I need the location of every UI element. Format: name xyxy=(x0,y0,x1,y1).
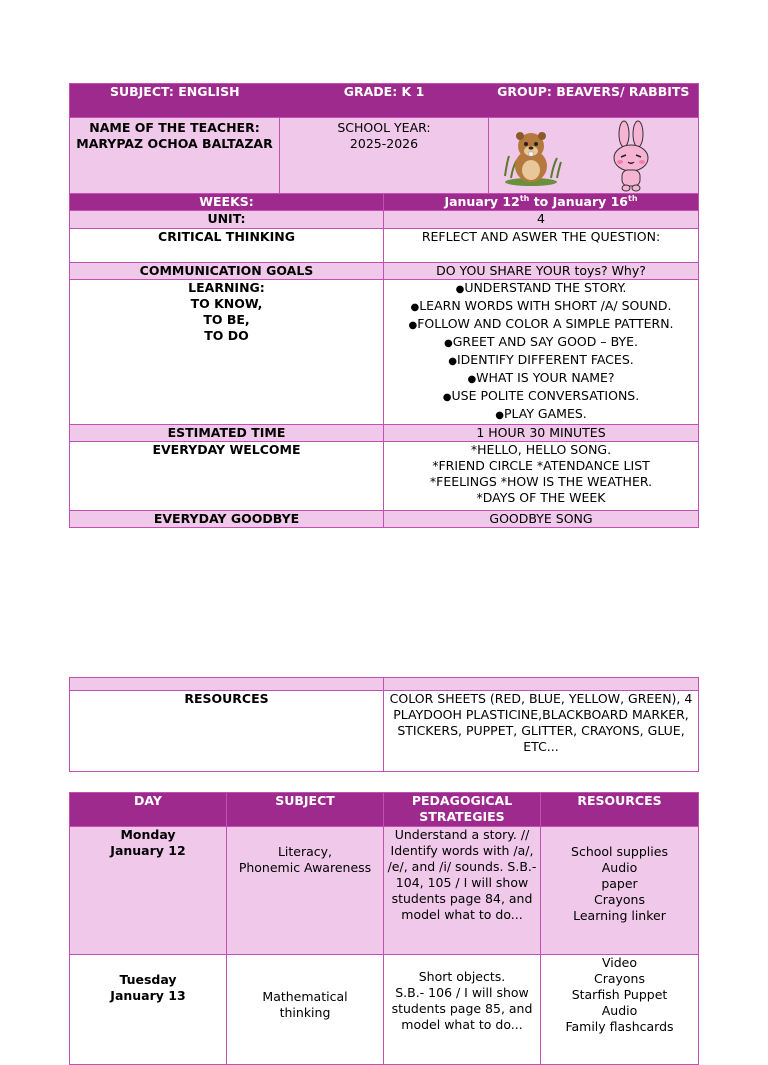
day-cell: Monday January 12 xyxy=(70,827,227,955)
col-header-day: DAY xyxy=(70,793,227,827)
weeks-value: January 12th to January 16th xyxy=(384,194,699,211)
col-header-strategies: PEDAGOGICAL STRATEGIES xyxy=(384,793,541,827)
resources-label: RESOURCES xyxy=(70,691,384,772)
everyday-welcome-label: EVERYDAY WELCOME xyxy=(70,442,384,511)
resources-value: COLOR SHEETS (RED, BLUE, YELLOW, GREEN), 4 PLAYDOOH PLASTICINE,BLACKBOARD MARKER, STICKERS, PUPPET, GLITTER, CRAYONS, GLUE, ETC... xyxy=(384,691,699,772)
learning-item: ● FOLLOW AND COLOR A SIMPLE PATTERN. xyxy=(387,316,695,334)
communication-goals-label: COMMUNICATION GOALS xyxy=(70,263,384,280)
everyday-goodbye-value: GOODBYE SONG xyxy=(384,511,699,528)
learning-item: ● PLAY GAMES. xyxy=(387,406,695,424)
strategy-cell: Understand a story. // Identify words with /a/, /e/, and /i/ sounds. S.B.- 104, 105 / I will show students page 84, and model what to do... xyxy=(384,827,541,955)
beaver-illustration xyxy=(499,126,563,188)
group-cell: GROUP: BEAVERS/ RABBITS xyxy=(489,84,699,118)
subject-cell: Mathematical thinking xyxy=(227,955,384,1065)
learning-item: ● WHAT IS YOUR NAME? xyxy=(387,370,695,388)
learning-label: LEARNING: TO KNOW, TO BE, TO DO xyxy=(70,280,384,425)
estimated-time-label: ESTIMATED TIME xyxy=(70,425,384,442)
weeks-label: WEEKS: xyxy=(70,194,384,211)
everyday-welcome-value: *HELLO, HELLO SONG. *FRIEND CIRCLE *ATENDANCE LIST *FEELINGS *HOW IS THE WEATHER. *DAYS OF THE WEEK xyxy=(384,442,699,511)
plan-table xyxy=(69,193,699,528)
strategy-cell: Short objects. S.B.- 106 / I will show students page 85, and model what to do... xyxy=(384,955,541,1065)
communication-goals-value: DO YOU SHARE YOUR toys? Why? xyxy=(384,263,699,280)
resources-table xyxy=(69,677,699,772)
learning-item: ● GREET AND SAY GOOD – BYE. xyxy=(387,334,695,352)
subject-cell: SUBJECT: ENGLISH xyxy=(70,84,280,118)
critical-thinking-value: REFLECT AND ASWER THE QUESTION: xyxy=(384,229,699,263)
col-header-resources: RESOURCES xyxy=(541,793,699,827)
school-year-cell: SCHOOL YEAR: 2025-2026 xyxy=(280,118,489,194)
subject-cell: Literacy, Phonemic Awareness xyxy=(227,827,384,955)
unit-value: 4 xyxy=(384,211,699,229)
schedule-table xyxy=(69,792,699,1065)
learning-item: ● UNDERSTAND THE STORY. xyxy=(387,280,695,298)
col-header-subject: SUBJECT xyxy=(227,793,384,827)
mascot-images xyxy=(489,118,699,194)
unit-label: UNIT: xyxy=(70,211,384,229)
grade-cell: GRADE: K 1 xyxy=(280,84,489,118)
day-cell: Tuesday January 13 xyxy=(70,955,227,1065)
everyday-goodbye-label: EVERYDAY GOODBYE xyxy=(70,511,384,528)
learning-goals xyxy=(384,280,699,425)
teacher-name-cell: NAME OF THE TEACHER: MARYPAZ OCHOA BALTAZAR xyxy=(70,118,280,194)
critical-thinking-label: CRITICAL THINKING xyxy=(70,229,384,263)
learning-item: ● LEARN WORDS WITH SHORT /A/ SOUND. xyxy=(387,298,695,316)
info-table xyxy=(69,83,699,194)
table-row xyxy=(70,955,699,1065)
learning-item: ● USE POLITE CONVERSATIONS. xyxy=(387,388,695,406)
resources-cell: Video Crayons Starfish Puppet Audio Family flashcards xyxy=(541,955,699,1065)
learning-goals-list xyxy=(387,280,695,424)
estimated-time-value: 1 HOUR 30 MINUTES xyxy=(384,425,699,442)
resources-spacer-cell xyxy=(70,678,384,691)
table-row xyxy=(70,827,699,955)
resources-cell: School supplies Audio paper Crayons Learning linker xyxy=(541,827,699,955)
resources-spacer-cell xyxy=(384,678,699,691)
learning-item: ● IDENTIFY DIFFERENT FACES. xyxy=(387,352,695,370)
pink-bunny-illustration xyxy=(611,120,651,194)
